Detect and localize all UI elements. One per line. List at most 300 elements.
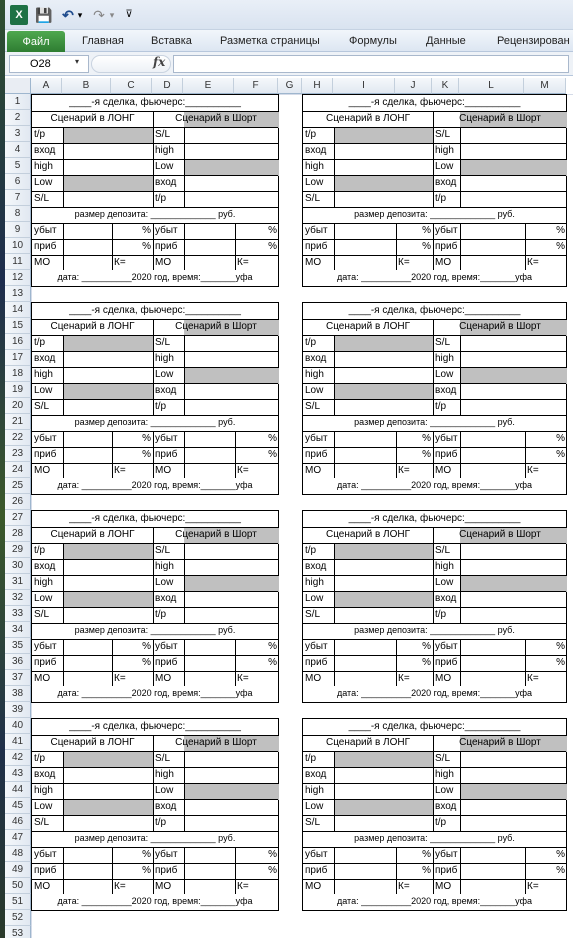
row-header-17[interactable]: 17: [5, 350, 31, 366]
profit-label: приб: [34, 865, 57, 876]
long-scenario-header: Сценарий в ЛОНГ: [325, 529, 411, 540]
short-label: вход: [435, 801, 457, 812]
long-divider: [334, 543, 335, 623]
mo-label: МО: [34, 465, 51, 476]
shaded-cell: [63, 544, 153, 560]
column-header-m[interactable]: M: [524, 78, 566, 94]
deposit-line: размер депозита: _____________ руб.: [74, 625, 236, 635]
profit-label: приб: [34, 449, 57, 460]
column-header-a[interactable]: A: [31, 78, 62, 94]
long-scenario-header: Сценарий в ЛОНГ: [325, 113, 411, 124]
shaded-cell: [334, 336, 433, 352]
k-label: К=: [527, 257, 539, 268]
shaded-cell: [334, 800, 433, 816]
row-header-41[interactable]: 41: [5, 734, 31, 750]
loss-label: убыт: [155, 225, 178, 236]
shaded-cell: [184, 784, 279, 800]
short-scenario-header: Сценарий в Шорт: [175, 737, 257, 748]
short-label: Low: [435, 161, 454, 172]
deposit-line: размер депозита: _____________ руб.: [74, 833, 236, 843]
row-header-13[interactable]: 13: [5, 286, 31, 302]
short-scenario-header: Сценарий в Шорт: [459, 113, 541, 124]
date-line: дата: __________2020 год, время:_______уфа: [336, 896, 532, 906]
long-label: S/L: [34, 609, 50, 620]
long-divider: [334, 335, 335, 415]
long-label: S/L: [305, 817, 321, 828]
deal-title: ____-я сделка, фьючерс:__________: [348, 305, 521, 316]
name-box-dropdown-icon[interactable]: ▾: [75, 57, 80, 66]
row-header-16[interactable]: 16: [5, 334, 31, 350]
column-header-d[interactable]: D: [152, 78, 183, 94]
shaded-cell: [334, 176, 433, 192]
row-header-34[interactable]: 34: [5, 622, 31, 638]
profit-label: приб: [305, 449, 328, 460]
row-header-47[interactable]: 47: [5, 830, 31, 846]
row-header-32[interactable]: 32: [5, 590, 31, 606]
long-label: Low: [305, 801, 324, 812]
row-header-14[interactable]: 14: [5, 302, 31, 318]
loss-label: убыт: [435, 433, 458, 444]
short-label: Low: [155, 785, 174, 796]
column-header-h[interactable]: H: [302, 78, 333, 94]
percent-sign: %: [142, 449, 151, 460]
long-divider: [63, 751, 64, 831]
short-label: Low: [435, 785, 454, 796]
row-header-12[interactable]: 12: [5, 270, 31, 286]
short-label: S/L: [435, 545, 451, 556]
date-row: [31, 894, 279, 911]
long-label: вход: [34, 353, 56, 364]
short-label: high: [155, 353, 174, 364]
row-header-5[interactable]: 5: [5, 158, 31, 174]
customize-toolbar-icon[interactable]: ⊽: [125, 9, 133, 20]
percent-sign: %: [556, 225, 565, 236]
shaded-cell: [334, 544, 433, 560]
long-label: S/L: [305, 609, 321, 620]
excel-app-icon[interactable]: X: [10, 5, 28, 25]
short-label: high: [155, 145, 174, 156]
percent-sign: %: [422, 241, 431, 252]
k-label: К=: [237, 257, 249, 268]
long-scenario-header: Сценарий в ЛОНГ: [325, 321, 411, 332]
save-icon[interactable]: 💾: [35, 7, 53, 23]
stat-divider: [334, 223, 335, 271]
mo-label: МО: [155, 673, 172, 684]
long-label: high: [34, 369, 53, 380]
mo-label: МО: [305, 673, 322, 684]
name-box[interactable]: O28: [9, 55, 89, 73]
long-label: вход: [305, 769, 327, 780]
row-header-20[interactable]: 20: [5, 398, 31, 414]
row-header-31[interactable]: 31: [5, 574, 31, 590]
tab-page-layout[interactable]: Разметка страницы: [220, 35, 320, 47]
row-header-24[interactable]: 24: [5, 462, 31, 478]
short-divider: [184, 543, 185, 623]
long-label: t/p: [305, 545, 317, 556]
short-label: вход: [155, 801, 177, 812]
long-label: high: [305, 369, 324, 380]
mo-label: МО: [435, 465, 452, 476]
trade-block-right-4: [302, 718, 567, 895]
percent-sign: %: [142, 849, 151, 860]
tab-file[interactable]: Файл: [7, 31, 65, 52]
deposit-line: размер депозита: _____________ руб.: [354, 833, 515, 843]
short-label: Low: [155, 161, 174, 172]
row-header-6[interactable]: 6: [5, 174, 31, 190]
percent-sign: %: [556, 641, 565, 652]
row-header-49[interactable]: 49: [5, 862, 31, 878]
short-label: t/p: [435, 609, 447, 620]
row-header-38[interactable]: 38: [5, 686, 31, 702]
long-label: вход: [34, 769, 56, 780]
percent-sign: %: [142, 657, 151, 668]
k-label: К=: [114, 881, 126, 892]
k-label: К=: [398, 673, 410, 684]
long-label: вход: [305, 561, 327, 572]
k-label: К=: [527, 465, 539, 476]
long-divider: [63, 127, 64, 207]
row-header-8[interactable]: 8: [5, 206, 31, 222]
short-divider: [460, 751, 461, 831]
percent-sign: %: [556, 449, 565, 460]
percent-sign: %: [422, 849, 431, 860]
long-label: S/L: [34, 401, 50, 412]
formula-input[interactable]: [173, 55, 569, 73]
trade-block-left-3: [31, 510, 279, 687]
date-line: дата: __________2020 год, время:_______уфа: [57, 480, 253, 490]
k-label: К=: [237, 881, 249, 892]
trade-block-right-2: [302, 302, 567, 479]
percent-sign: %: [268, 865, 277, 876]
loss-label: убыт: [155, 433, 178, 444]
row-header-42[interactable]: 42: [5, 750, 31, 766]
short-label: high: [435, 145, 454, 156]
quick-access-toolbar: [5, 0, 573, 30]
row-header-22[interactable]: 22: [5, 430, 31, 446]
shaded-cell: [334, 752, 433, 768]
short-label: t/p: [435, 193, 447, 204]
long-label: Low: [305, 385, 324, 396]
tab-formulas[interactable]: Формулы: [349, 35, 397, 47]
row-header-53[interactable]: 53: [5, 926, 31, 938]
mo-label: МО: [155, 881, 172, 892]
tab-data[interactable]: Данные: [426, 35, 466, 47]
date-row: [31, 478, 279, 495]
row-header-43[interactable]: 43: [5, 766, 31, 782]
short-label: Low: [435, 577, 454, 588]
percent-sign: %: [268, 225, 277, 236]
short-divider: [460, 335, 461, 415]
short-label: Low: [155, 577, 174, 588]
loss-label: убыт: [435, 849, 458, 860]
short-label: S/L: [435, 753, 451, 764]
profit-label: приб: [305, 241, 328, 252]
short-divider: [460, 543, 461, 623]
mo-label: МО: [155, 465, 172, 476]
trade-block-left-4: [31, 718, 279, 895]
loss-label: убыт: [34, 849, 57, 860]
column-header-j[interactable]: J: [395, 78, 432, 94]
date-line: дата: __________2020 год, время:_______уфа: [57, 272, 253, 282]
profit-label: приб: [155, 241, 178, 252]
short-label: high: [155, 769, 174, 780]
ribbon-tabs: [5, 30, 573, 52]
column-header-i[interactable]: I: [333, 78, 395, 94]
percent-sign: %: [556, 241, 565, 252]
short-label: вход: [435, 593, 457, 604]
stat-divider: [63, 847, 64, 895]
long-label: Low: [34, 385, 53, 396]
long-divider: [334, 751, 335, 831]
long-divider: [334, 127, 335, 207]
row-header-1[interactable]: 1: [5, 94, 31, 110]
shaded-cell: [184, 368, 279, 384]
long-label: high: [34, 577, 53, 588]
short-label: t/p: [435, 401, 447, 412]
shaded-cell: [334, 128, 433, 144]
loss-label: убыт: [305, 225, 328, 236]
row-header-50[interactable]: 50: [5, 878, 31, 894]
stat-divider: [184, 223, 185, 271]
deal-title: ____-я сделка, фьючерс:__________: [69, 305, 241, 316]
short-label: S/L: [435, 337, 451, 348]
stat-divider: [334, 847, 335, 895]
short-label: S/L: [155, 337, 171, 348]
row-header-15[interactable]: 15: [5, 318, 31, 334]
column-header-g[interactable]: G: [278, 78, 302, 94]
row-header-27[interactable]: 27: [5, 510, 31, 526]
stat-divider: [184, 847, 185, 895]
long-scenario-header: Сценарий в ЛОНГ: [50, 113, 135, 124]
column-header-b[interactable]: B: [62, 78, 111, 94]
row-header-37[interactable]: 37: [5, 670, 31, 686]
stat-divider: [460, 847, 461, 895]
shaded-cell: [63, 128, 153, 144]
percent-sign: %: [268, 849, 277, 860]
long-scenario-header: Сценарий в ЛОНГ: [50, 321, 135, 332]
shaded-cell: [63, 800, 153, 816]
percent-sign: %: [268, 657, 277, 668]
date-line: дата: __________2020 год, время:_______уфа: [57, 688, 253, 698]
row-header-2[interactable]: 2: [5, 110, 31, 126]
short-label: high: [435, 561, 454, 572]
profit-label: приб: [34, 241, 57, 252]
redo-icon[interactable]: ↷: [93, 7, 105, 23]
shaded-cell: [334, 384, 433, 400]
deposit-line: размер депозита: _____________ руб.: [74, 417, 236, 427]
row-header-36[interactable]: 36: [5, 654, 31, 670]
date-line: дата: __________2020 год, время:_______уфа: [336, 272, 532, 282]
percent-sign: %: [268, 241, 277, 252]
undo-icon[interactable]: ↶: [62, 7, 74, 23]
short-scenario-header: Сценарий в Шорт: [459, 321, 541, 332]
row-header-44[interactable]: 44: [5, 782, 31, 798]
trade-block-left-1: [31, 94, 279, 271]
row-header-10[interactable]: 10: [5, 238, 31, 254]
row-header-51[interactable]: 51: [5, 894, 31, 910]
row-header-21[interactable]: 21: [5, 414, 31, 430]
insert-function-icon[interactable]: fx: [153, 55, 166, 69]
date-row: [302, 270, 567, 287]
long-label: вход: [34, 145, 56, 156]
mo-label: МО: [155, 257, 172, 268]
row-header-4[interactable]: 4: [5, 142, 31, 158]
row-header-30[interactable]: 30: [5, 558, 31, 574]
shaded-cell: [460, 576, 567, 592]
percent-sign: %: [268, 449, 277, 460]
shaded-cell: [63, 336, 153, 352]
loss-label: убыт: [305, 433, 328, 444]
column-header-l[interactable]: L: [459, 78, 524, 94]
undo-dropdown-icon[interactable]: ▾: [77, 9, 83, 20]
loss-label: убыт: [155, 641, 178, 652]
short-scenario-header: Сценарий в Шорт: [175, 321, 257, 332]
date-line: дата: __________2020 год, время:_______уфа: [336, 688, 532, 698]
shaded-cell: [460, 160, 567, 176]
long-label: Low: [34, 801, 53, 812]
loss-label: убыт: [435, 225, 458, 236]
row-header-46[interactable]: 46: [5, 814, 31, 830]
date-row: [31, 270, 279, 287]
row-header-33[interactable]: 33: [5, 606, 31, 622]
long-label: t/p: [34, 753, 46, 764]
shaded-cell: [63, 592, 153, 608]
percent-sign: %: [142, 241, 151, 252]
profit-label: приб: [435, 865, 458, 876]
tab-review[interactable]: Рецензирован: [497, 35, 570, 47]
date-row: [302, 478, 567, 495]
date-line: дата: __________2020 год, время:_______уфа: [57, 896, 253, 906]
row-header-26[interactable]: 26: [5, 494, 31, 510]
short-scenario-header: Сценарий в Шорт: [175, 113, 257, 124]
row-header-25[interactable]: 25: [5, 478, 31, 494]
loss-label: убыт: [305, 641, 328, 652]
deposit-line: размер депозита: _____________ руб.: [74, 209, 236, 219]
k-label: К=: [398, 465, 410, 476]
tab-home[interactable]: Главная: [82, 35, 124, 47]
loss-label: убыт: [34, 433, 57, 444]
row-header-18[interactable]: 18: [5, 366, 31, 382]
long-label: S/L: [34, 817, 50, 828]
mo-label: МО: [305, 257, 322, 268]
shaded-cell: [334, 592, 433, 608]
short-label: t/p: [155, 817, 167, 828]
shaded-cell: [460, 784, 567, 800]
short-label: S/L: [435, 129, 451, 140]
long-label: Low: [34, 593, 53, 604]
redo-dropdown-icon[interactable]: ▾: [109, 9, 115, 20]
short-divider: [460, 127, 461, 207]
long-scenario-header: Сценарий в ЛОНГ: [50, 529, 135, 540]
row-header-3[interactable]: 3: [5, 126, 31, 142]
formula-bar: [5, 52, 573, 76]
long-label: t/p: [34, 545, 46, 556]
trade-block-right-3: [302, 510, 567, 687]
percent-sign: %: [422, 865, 431, 876]
shaded-cell: [460, 368, 567, 384]
percent-sign: %: [422, 225, 431, 236]
profit-label: приб: [435, 241, 458, 252]
row-header-29[interactable]: 29: [5, 542, 31, 558]
row-header-9[interactable]: 9: [5, 222, 31, 238]
row-header-39[interactable]: 39: [5, 702, 31, 718]
shaded-cell: [63, 752, 153, 768]
select-all-corner[interactable]: [5, 78, 31, 94]
deal-title: ____-я сделка, фьючерс:__________: [69, 513, 241, 524]
long-label: t/p: [305, 129, 317, 140]
row-header-35[interactable]: 35: [5, 638, 31, 654]
profit-label: приб: [155, 449, 178, 460]
short-scenario-header: Сценарий в Шорт: [459, 737, 541, 748]
mo-label: МО: [305, 881, 322, 892]
percent-sign: %: [142, 225, 151, 236]
percent-sign: %: [556, 657, 565, 668]
long-scenario-header: Сценарий в ЛОНГ: [325, 737, 411, 748]
short-label: вход: [155, 593, 177, 604]
stat-divider: [63, 639, 64, 687]
long-label: t/p: [305, 337, 317, 348]
row-header-40[interactable]: 40: [5, 718, 31, 734]
long-label: Low: [305, 177, 324, 188]
row-header-7[interactable]: 7: [5, 190, 31, 206]
k-label: К=: [114, 465, 126, 476]
k-label: К=: [527, 673, 539, 684]
deal-title: ____-я сделка, фьючерс:__________: [69, 721, 241, 732]
mo-label: МО: [435, 881, 452, 892]
short-divider: [184, 127, 185, 207]
short-scenario-header: Сценарий в Шорт: [459, 529, 541, 540]
percent-sign: %: [268, 433, 277, 444]
row-header-52[interactable]: 52: [5, 910, 31, 926]
column-header-f[interactable]: F: [234, 78, 278, 94]
loss-label: убыт: [155, 849, 178, 860]
row-header-19[interactable]: 19: [5, 382, 31, 398]
stat-divider: [460, 639, 461, 687]
long-label: high: [305, 785, 324, 796]
stat-divider: [334, 639, 335, 687]
row-header-48[interactable]: 48: [5, 846, 31, 862]
row-header-45[interactable]: 45: [5, 798, 31, 814]
short-divider: [184, 751, 185, 831]
row-header-28[interactable]: 28: [5, 526, 31, 542]
deal-title: ____-я сделка, фьючерс:__________: [348, 513, 521, 524]
long-label: t/p: [34, 337, 46, 348]
k-label: К=: [398, 881, 410, 892]
short-label: вход: [155, 177, 177, 188]
percent-sign: %: [556, 849, 565, 860]
k-label: К=: [237, 465, 249, 476]
date-row: [302, 894, 567, 911]
column-header-k[interactable]: K: [432, 78, 459, 94]
stat-divider: [63, 431, 64, 479]
row-header-11[interactable]: 11: [5, 254, 31, 270]
cell-area[interactable]: [31, 94, 573, 938]
stat-divider: [460, 223, 461, 271]
row-header-23[interactable]: 23: [5, 446, 31, 462]
percent-sign: %: [422, 657, 431, 668]
column-header-c[interactable]: C: [111, 78, 152, 94]
column-header-e[interactable]: E: [183, 78, 234, 94]
long-label: S/L: [305, 193, 321, 204]
percent-sign: %: [142, 865, 151, 876]
tab-insert[interactable]: Вставка: [151, 35, 192, 47]
profit-label: приб: [435, 657, 458, 668]
short-label: S/L: [155, 129, 171, 140]
long-label: Low: [34, 177, 53, 188]
deposit-line: размер депозита: _____________ руб.: [354, 417, 515, 427]
long-label: вход: [34, 561, 56, 572]
deposit-line: размер депозита: _____________ руб.: [354, 209, 515, 219]
